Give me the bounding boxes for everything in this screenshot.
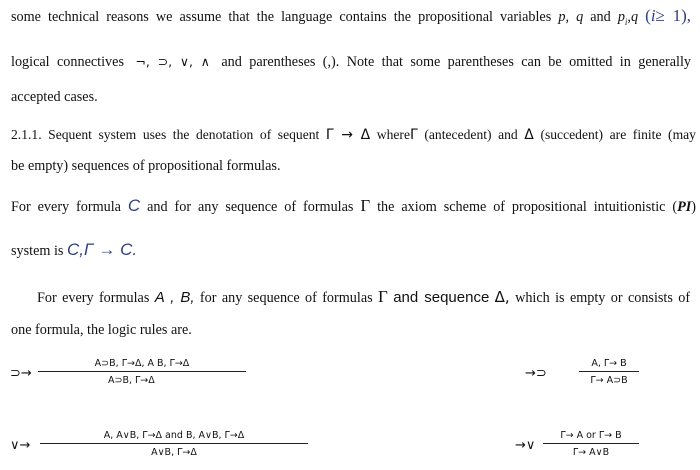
paragraph-line-9: one formula, the logic rules are. bbox=[11, 322, 192, 338]
connectives: ¬, ⊃, ∨, ∧ bbox=[135, 54, 210, 69]
paragraph-line-3: accepted cases. bbox=[11, 89, 98, 105]
rule-name-or-left: ∨→ bbox=[10, 438, 31, 453]
paragraph-line-5: be empty) sequences of propositional formulas. bbox=[11, 158, 281, 174]
line4-e: (succedent) are finite (may bbox=[540, 127, 696, 142]
paragraph-line-2 bbox=[11, 54, 691, 71]
line6-c: the axiom scheme of propositional intuitionistic ( bbox=[377, 199, 678, 215]
conclusion-impl-left: A⊃B, Γ→Δ bbox=[108, 375, 155, 386]
paragraph-line-8 bbox=[37, 287, 690, 307]
paragraph-line-1 bbox=[11, 6, 691, 27]
cond-open: ( bbox=[645, 6, 651, 25]
axiom-scheme: C,Γ → C. bbox=[66, 240, 138, 259]
rule-name-impl-left: ⊃→ bbox=[10, 366, 32, 381]
formulas-AB: A , B, bbox=[154, 289, 195, 306]
line4-c: (antecedent) and bbox=[424, 127, 518, 142]
fraction-or-left bbox=[40, 430, 308, 458]
paragraph-line-4 bbox=[11, 127, 696, 143]
sub-i: i bbox=[624, 16, 628, 27]
rule-impl-right bbox=[525, 358, 645, 398]
fraction-impl-left bbox=[38, 358, 246, 386]
paragraph-line-6 bbox=[11, 196, 696, 216]
cond-i: i bbox=[650, 6, 656, 25]
line6-d: ) bbox=[691, 199, 697, 215]
rule-name-impl-right: →⊃ bbox=[525, 366, 547, 381]
line8-d: which is empty or consists of bbox=[515, 290, 691, 306]
cond-rest: ≥ 1), bbox=[655, 6, 692, 25]
line8-b: for any sequence of formulas bbox=[199, 290, 373, 306]
rule-name-or-right: →∨ bbox=[515, 438, 536, 453]
rule-impl-left bbox=[0, 358, 260, 398]
line6-a: For every formula bbox=[11, 199, 121, 215]
var-p: p, bbox=[558, 9, 569, 25]
fraction-or-right bbox=[543, 430, 639, 458]
conclusion-or-left: A∨B, Γ→Δ bbox=[151, 447, 197, 458]
line4-a: 2.1.1. Sequent system uses the denotation of sequent bbox=[11, 127, 320, 142]
premise-or-left: A, A∨B, Γ→Δ and B, A∨B, Γ→Δ bbox=[103, 430, 245, 441]
line7-a: system is bbox=[11, 243, 64, 259]
gamma-6: Γ bbox=[360, 196, 371, 215]
premise-impl-left: A⊃B, Γ→Δ, A B, Γ→Δ bbox=[94, 358, 190, 369]
paragraph-line-7 bbox=[11, 240, 137, 260]
rule-or-right bbox=[515, 430, 645, 470]
line2-a: logical connectives bbox=[11, 54, 124, 70]
rule-or-left bbox=[0, 430, 320, 470]
fraction-impl-right bbox=[579, 358, 639, 386]
line2-b: and parentheses (,). Note that some parentheses can be omitted in generally bbox=[221, 54, 692, 70]
line1-text: some technical reasons we assume that the language contains the propositional variables bbox=[11, 9, 552, 25]
pi-system: PI bbox=[677, 199, 692, 215]
var-q: q bbox=[576, 9, 584, 25]
sequent: Γ → Δ bbox=[325, 127, 371, 143]
line8-c: and sequence bbox=[393, 289, 490, 306]
formula-C: C bbox=[127, 196, 141, 215]
line8-a: For every formulas bbox=[37, 290, 150, 306]
gamma: Γ bbox=[410, 127, 418, 143]
delta-8: Δ, bbox=[494, 288, 510, 306]
and-word: and bbox=[590, 9, 611, 25]
premise-or-right: Γ→ A or Γ→ B bbox=[560, 430, 622, 441]
premise-impl-right: A, Γ→ B bbox=[591, 358, 627, 369]
delta: Δ bbox=[524, 127, 534, 143]
comma: , bbox=[627, 9, 631, 25]
var-pi: p bbox=[617, 9, 625, 25]
line4-b: where bbox=[376, 127, 410, 142]
gamma-8: Γ bbox=[378, 287, 388, 306]
conclusion-impl-right: Γ→ A⊃B bbox=[590, 375, 628, 386]
line6-b: and for any sequence of formulas bbox=[147, 199, 354, 215]
conclusion-or-right: Γ→ A∨B bbox=[572, 447, 610, 458]
var-qi: q bbox=[630, 9, 639, 25]
